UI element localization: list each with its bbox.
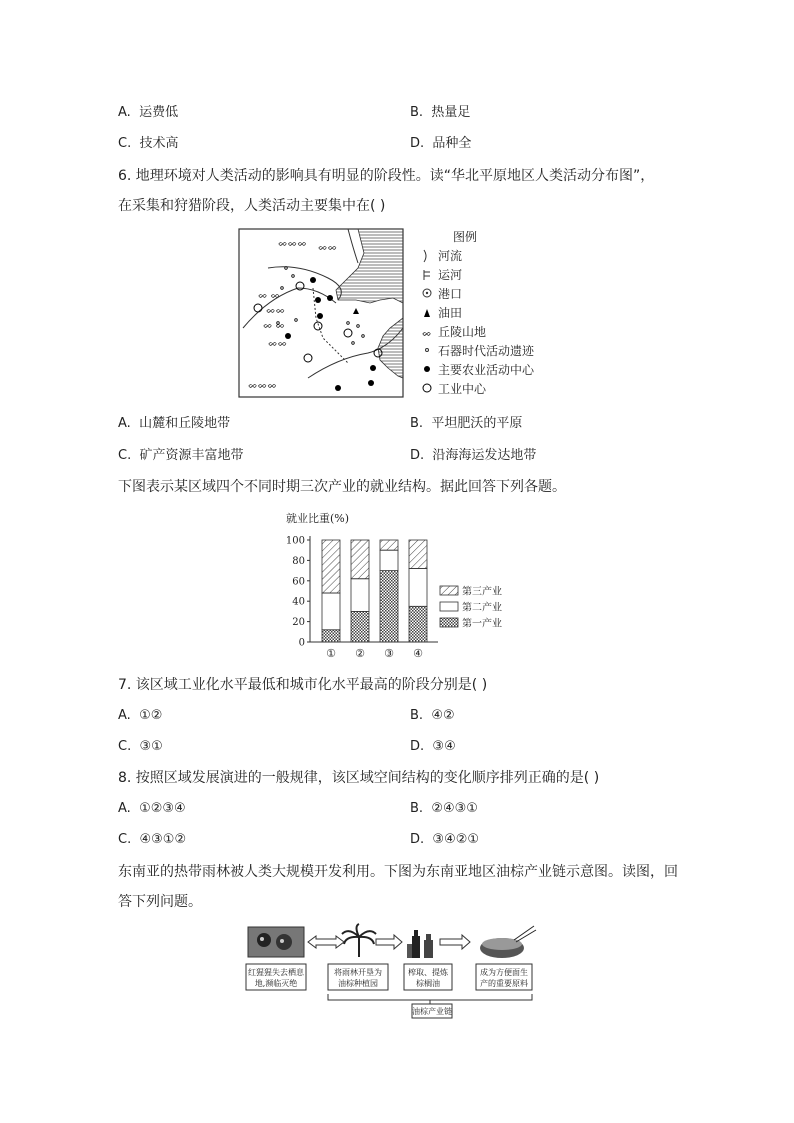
- chain-boxes: [246, 964, 532, 990]
- svg-text:主要农业活动中心: 主要农业活动中心: [438, 363, 535, 377]
- legend-swatch: [440, 586, 458, 595]
- svg-text:图例: 图例: [453, 230, 478, 244]
- q8-option-a[interactable]: A. ①②③④: [118, 801, 186, 816]
- bar-3-cat-3: [380, 540, 398, 550]
- oilfield-icon: [424, 309, 430, 317]
- intro-7-8: 下图表示某区域四个不同时期三次产业的就业结构。据此回答下列各题。: [118, 479, 566, 495]
- orangutan-photo: [248, 927, 304, 957]
- svg-text:港口: 港口: [438, 287, 463, 301]
- river-icon: [424, 250, 426, 262]
- chart-y-tick-label: 0: [298, 637, 305, 649]
- oil-bottles-image: [407, 930, 433, 958]
- chain-bracket: [328, 994, 532, 1000]
- q5-option-d[interactable]: D. 品种全: [410, 136, 472, 151]
- chain-label: 油棕产业链: [412, 1007, 452, 1016]
- bar-1-cat-4: [409, 606, 427, 642]
- bar-3-cat-2: [351, 540, 369, 579]
- canal-icon: [424, 270, 430, 280]
- noodle-bowl-image: [480, 926, 536, 958]
- svg-text:地,濒临灭绝: 地,濒临灭绝: [254, 979, 298, 988]
- svg-text:成为方便面生: 成为方便面生: [480, 968, 528, 977]
- chart-y-tick-label: 20: [292, 617, 305, 629]
- bar-3-cat-1: [322, 540, 340, 593]
- svg-text:丘陵山地: 丘陵山地: [438, 325, 487, 339]
- q5-option-c[interactable]: C. 技术高: [118, 136, 179, 151]
- svg-text:ᨖ ᨖ: ᨖ ᨖ: [263, 321, 286, 331]
- bar-2-cat-3: [380, 550, 398, 570]
- chart-ylabel: 就业比重(%): [286, 512, 350, 525]
- chart-y-tick-label: 100: [285, 535, 305, 547]
- svg-text:ᨖᨖ: ᨖᨖ: [268, 339, 288, 349]
- stone-age-site-icon: [426, 349, 429, 352]
- bar-2-cat-2: [351, 579, 369, 612]
- q5-option-b[interactable]: B. 热量足: [410, 105, 471, 120]
- industrial-center-icon: [423, 384, 431, 392]
- svg-text:工业中心: 工业中心: [438, 382, 487, 396]
- q8-stem: 8. 按照区域发展演进的一般规律，该区域空间结构的变化顺序排列正确的是( ): [118, 770, 600, 786]
- chart-x-tick-label: ②: [355, 647, 365, 660]
- legend-label: 第一产业: [462, 618, 502, 630]
- svg-text:河流: 河流: [438, 249, 463, 263]
- q7-option-d[interactable]: D. ③④: [410, 739, 456, 754]
- bar-1-cat-3: [380, 571, 398, 642]
- svg-text:榨取、提炼: 榨取、提炼: [408, 968, 448, 977]
- q5-option-a[interactable]: A. 运费低: [118, 105, 179, 120]
- chain-arrows: [308, 935, 470, 949]
- q6-option-c[interactable]: C. 矿产资源丰富地带: [118, 448, 244, 463]
- svg-text:油棕种植园: 油棕种植园: [338, 979, 378, 988]
- q7-stem: 7. 该区域工业化水平最低和城市化水平最高的阶段分别是( ): [118, 677, 488, 693]
- bar-1-cat-2: [351, 611, 369, 642]
- chart-x-tick-label: ①: [326, 647, 336, 660]
- q6-option-a[interactable]: A. 山麓和丘陵地带: [118, 416, 231, 431]
- bar-3-cat-4: [409, 540, 427, 569]
- svg-text:红猩猩失去栖息: 红猩猩失去栖息: [248, 968, 304, 977]
- chart-x-tick-label: ③: [384, 647, 394, 660]
- port-icon: [423, 289, 431, 297]
- chart-x-tick-label: ④: [413, 647, 423, 660]
- chart-y-tick-label: 40: [292, 596, 305, 608]
- palm-oil-chain-figure: [244, 922, 544, 1020]
- q7-option-b[interactable]: B. ④②: [410, 708, 455, 723]
- legend-label: 第二产业: [462, 602, 502, 614]
- q6-option-d[interactable]: D. 沿海海运发达地带: [410, 448, 537, 463]
- bar-2-cat-1: [322, 593, 340, 630]
- legend-swatch: [440, 602, 458, 611]
- svg-text:ᨖᨖᨖ: ᨖᨖᨖ: [248, 381, 278, 391]
- q6-stem-line1: 6. 地理环境对人类活动的影响具有明显的阶段性。读“华北平原地区人类活动分布图”，: [118, 168, 655, 184]
- svg-text:ᨖᨖᨖ: ᨖᨖᨖ: [278, 239, 308, 249]
- svg-text:运河: 运河: [438, 268, 463, 282]
- employment-structure-chart: [280, 508, 530, 660]
- chart-y-tick-label: 60: [292, 576, 305, 588]
- agriculture-center-icon: [424, 366, 430, 372]
- intro-sea-line2: 答下列问题。: [118, 894, 202, 910]
- bar-1-cat-1: [322, 630, 340, 642]
- svg-text:ᨖᨖ: ᨖᨖ: [266, 306, 286, 316]
- intro-sea-line1: 东南亚的热带雨林被人类大规模开发利用。下图为东南亚地区油棕产业链示意图。读图，回: [118, 864, 678, 880]
- legend-label: 第三产业: [462, 586, 502, 598]
- map-legend: [422, 229, 535, 396]
- svg-text:石器时代活动遗迹: 石器时代活动遗迹: [438, 344, 535, 358]
- q8-option-c[interactable]: C. ④③①②: [118, 832, 187, 847]
- q7-option-c[interactable]: C. ③①: [118, 739, 163, 754]
- q8-option-d[interactable]: D. ③④②①: [410, 832, 480, 847]
- chart-y-tick-label: 80: [292, 555, 305, 567]
- svg-text:ᨖ ᨖ: ᨖ ᨖ: [258, 291, 281, 301]
- q7-option-a[interactable]: A. ①②: [118, 708, 163, 723]
- north-china-plain-map: [238, 228, 560, 400]
- bar-2-cat-4: [409, 569, 427, 607]
- hill-icon: ᨖ: [422, 329, 432, 339]
- svg-text:产的重要原料: 产的重要原料: [480, 979, 528, 988]
- legend-swatch: [440, 618, 458, 627]
- svg-text:油田: 油田: [438, 306, 463, 320]
- q6-stem-line2: 在采集和狩猎阶段，人类活动主要集中在( ): [118, 198, 386, 214]
- svg-text:ᨖᨖ: ᨖᨖ: [318, 243, 338, 253]
- q6-option-b[interactable]: B. 平坦肥沃的平原: [410, 416, 523, 431]
- svg-text:将雨林开垦为: 将雨林开垦为: [334, 968, 382, 977]
- palm-tree-image: [342, 924, 376, 957]
- q8-option-b[interactable]: B. ②④③①: [410, 801, 478, 816]
- svg-text:棕榈油: 棕榈油: [416, 979, 440, 988]
